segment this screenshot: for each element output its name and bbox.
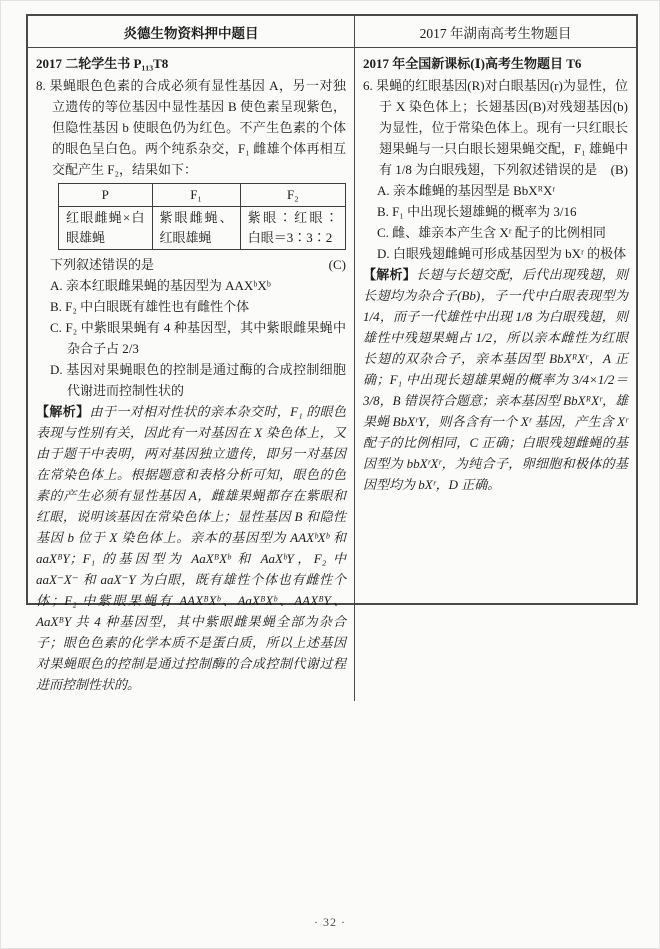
right-option-d: D. 白眼残翅雌蝇可形成基因型为 bXʳ 的极体 [377, 246, 627, 261]
right-option-c: C. 雌、雄亲本产生含 Xʳ 配子的比例相同 [377, 225, 606, 240]
left-question-text: 果蝇眼色色素的合成必须有显性基因 A，另一对独立遗传的等位基因中显性基因 B 使色素呈现紫色，但隐性基因 b 使眼色仍为红色。不产生色素的个体的眼色呈白色。两个纯系杂交，F₁ 雌雄个体再相互交配产生 F₂，结果如下： [49, 78, 347, 177]
right-option-a: A. 亲本雌蝇的基因型是 BbXᴿXʳ [377, 183, 556, 198]
cross-cell-p: 红眼雌蝇×白眼雄蝇 [59, 207, 153, 250]
left-source-title: 2017 二轮学生书 P₁₁₃T8 [36, 56, 169, 71]
left-analysis-text: 由于一对相对性状的亲本杂交时，F₁ 的眼色表现与性别有关，因此有一对基因在 X 染色体上，又由于题干中表明，两对基因独立遗传，即另一对基因在常染色体上。根据题意和表格分析可知，眼色的色素的产生必须有显性基因 A，雌雄果蝇都存在紫眼和红眼，说明该基因在常染色体上；显性基因 B 和隐性基因 b 位于 X 染色体上。亲本的基因型为 AAXᵇXᵇ 和 aaXᴮY；F₁ 的基因型为 AaXᴮXᵇ 和 AaXᵇY，F₂ 中 aaX⁻X⁻ 和 aaX⁻Y 为白眼，既有雄性个体也有雌性个体；F₂ 中紫眼果蝇有 AAXᴮXᵇ、AaXᴮXᵇ、AAXᴮY、AaXᴮY 共 4 种基因型，其中紫眼雌果蝇全部为杂合子；眼色色素的化学本质不是蛋白质，所以上述基因对果蝇眼色的控制是通过控制酶的合成控制代谢过程进而控制性状的。 [36, 404, 346, 692]
page-number: · 32 · [314, 915, 346, 929]
left-answer: (C) [328, 257, 346, 272]
right-question-text: 果蝇的红眼基因(R)对白眼基因(r)为显性，位于 X 染色体上；长翅基因(B)对残翅基因(b)为显性，位于常染色体上。现有一只红眼长翅果蝇与一只白眼长翅果蝇交配，F₁ 雄蝇中有 1/8 为白眼残翅，下列叙述错误的是 [376, 78, 629, 177]
left-option-b: B. F₂ 中白眼既有雄性也有雌性个体 [50, 299, 250, 314]
right-option-b: B. F₁ 中出现长翅雄蝇的概率为 3/16 [377, 204, 577, 219]
right-analysis [363, 264, 628, 495]
cross-table-data-row [59, 207, 346, 250]
cross-table-header-row [59, 184, 346, 207]
right-question-number: 6. [363, 78, 373, 93]
cross-header-f2: F₂ [240, 184, 345, 207]
cross-header-p: P [59, 184, 153, 207]
header-right-title: 2017 年湖南高考生物题目 [419, 25, 572, 41]
left-column [28, 48, 355, 701]
right-analysis-label: 【解析】 [363, 267, 417, 282]
cross-header-f1: F₁ [152, 184, 240, 207]
right-analysis-text: 长翅与长翅交配，后代出现残翅，则长翅均为杂合子(Bb)，子一代中白眼表现型为 1/4，而子一代雄性中出现 1/8 为白眼残翅，则雄性中残翅果蝇占 1/2，所以亲本雌性为红眼长翅的双杂合子，亲本基因型 BbXᴿXʳ，A 正确；F₁ 中出现长翅雄果蝇的概率为 3/4×1/2＝3/8，B 错误符合题意；亲本基因型 BbXᴿXʳ，雄果蝇 BbXʳY，则各含有一个 Xʳ 基因，产生含 Xʳ 配子的比例相同，C 正确；白眼残翅雌蝇的基因型为 bbXʳXʳ，为纯合子，卵细胞和极体的基因型均为 bXʳ，D 正确。 [363, 267, 628, 492]
right-answer: (B) [610, 162, 628, 177]
right-column [355, 48, 636, 701]
left-question [36, 75, 346, 180]
right-source-title: 2017 年全国新课标(Ⅰ)高考生物题目 T6 [363, 56, 582, 71]
left-analysis-label: 【解析】 [36, 404, 90, 419]
right-question [363, 75, 628, 180]
header-left-title: 炎德生物资料押中题目 [28, 16, 355, 47]
comparison-table [26, 14, 638, 692]
left-question-number: 8. [36, 78, 46, 93]
comparison-table-header [28, 16, 636, 48]
left-option-d: D. 基因对果蝇眼色的控制是通过酶的合成控制细胞代谢进而控制性状的 [50, 362, 346, 398]
comparison-table-body [28, 48, 636, 701]
left-analysis [36, 401, 346, 695]
cross-cell-f2: 紫眼∶红眼∶白眼＝3∶3∶2 [240, 207, 345, 250]
cross-cell-f1: 紫眼雌蝇、红眼雄蝇 [152, 207, 240, 250]
cross-result-table [58, 183, 346, 250]
left-question-stem: (C) 下列叙述错误的是 [50, 254, 346, 275]
left-option-a: A. 亲本红眼雌果蝇的基因型为 AAXᵇXᵇ [50, 278, 271, 293]
left-option-c: C. F₂ 中紫眼果蝇有 4 种基因型，其中紫眼雌果蝇中杂合子占 2/3 [50, 320, 346, 356]
